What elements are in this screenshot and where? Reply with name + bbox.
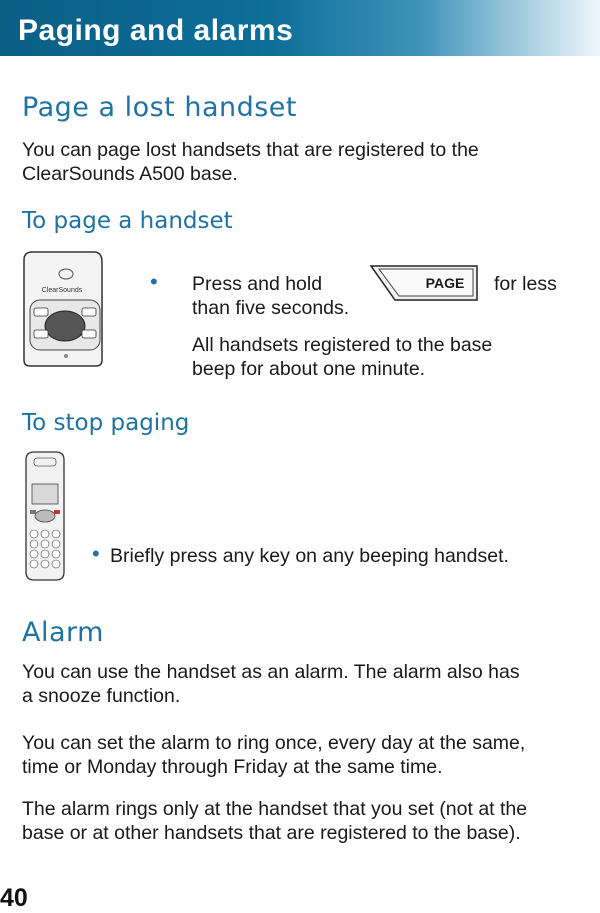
- alarm-p1-line1: You can use the handset as an alarm. The alarm also has: [22, 661, 520, 683]
- to-page-bullet-line2: than five seconds.: [192, 297, 350, 319]
- alarm-p2-line1: You can set the alarm to ring once, every day at the same,: [22, 732, 526, 754]
- to-page-bullet-after: for less: [494, 273, 557, 295]
- to-stop-bullet: Briefly press any key on any beeping handset.: [110, 545, 509, 567]
- to-page-note-line1: All handsets registered to the base: [192, 334, 493, 356]
- bullet-marker: •: [92, 541, 100, 566]
- handset-image: [22, 450, 68, 582]
- page-lost-body-line1: You can page lost handsets that are registered to the: [22, 139, 479, 161]
- page-button-label: PAGE: [425, 275, 465, 291]
- base-brand-label: ClearSounds: [41, 287, 83, 294]
- alarm-p1-line2: a snooze function.: [22, 685, 181, 707]
- section-heading-page-lost: Page a lost handset: [22, 92, 298, 123]
- subheading-to-page: To page a handset: [22, 208, 233, 234]
- page-lost-body-line2: ClearSounds A500 base.: [22, 163, 238, 185]
- alarm-p3-line2: base or at other handsets that are registered to the base).: [22, 822, 521, 844]
- subheading-to-stop: To stop paging: [22, 410, 190, 436]
- header-banner: [0, 0, 600, 56]
- bullet-marker: •: [150, 269, 158, 294]
- base-unit-image: [22, 250, 104, 368]
- section-heading-alarm: Alarm: [22, 617, 104, 648]
- to-page-note-line2: beep for about one minute.: [192, 358, 426, 380]
- alarm-p3-line1: The alarm rings only at the handset that you set (not at the: [22, 798, 528, 820]
- alarm-p2-line2: time or Monday through Friday at the same time.: [22, 756, 443, 778]
- page-number: 40: [0, 884, 28, 912]
- page-title: Paging and alarms: [18, 14, 294, 47]
- to-page-bullet-before: Press and hold: [192, 273, 323, 295]
